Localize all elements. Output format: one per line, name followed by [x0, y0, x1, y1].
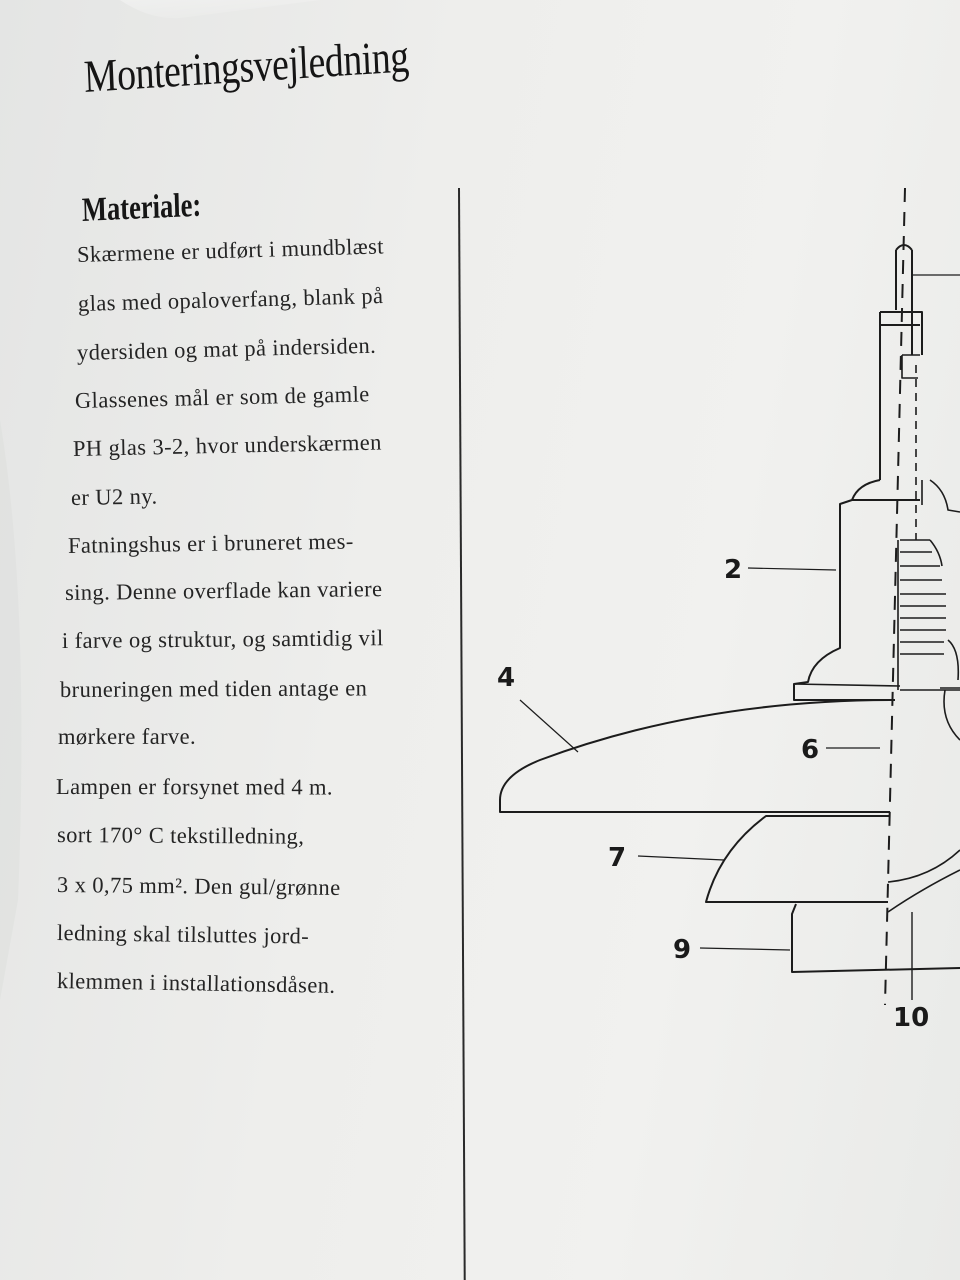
body-line: er U2 ny. [70, 483, 158, 510]
leader-line-9 [700, 948, 790, 950]
top-shade [500, 700, 895, 812]
body-line: klemmen i installationsdåsen. [56, 968, 336, 998]
center-axis-line [885, 188, 905, 1005]
body-line: Skærmene er udført i mundblæst [76, 233, 385, 267]
body-line: ydersiden og mat på indersiden. [76, 332, 377, 365]
page-title: Monteringsvejledning [82, 30, 410, 102]
leader-line-2 [748, 568, 836, 570]
callout-9: 9 [673, 935, 692, 965]
leader-line-4 [520, 700, 578, 752]
collar [840, 480, 920, 648]
body-line: Lampen er forsynet med 4 m. [55, 774, 333, 800]
body-line: ledning skal tilsluttes jord- [56, 920, 310, 949]
body-line: mørkere farve. [57, 723, 197, 749]
body-line: sort 170° C tekstilledning, [56, 822, 305, 849]
body-line: sing. Denne overflade kan variere [64, 576, 383, 605]
socket-housing [794, 504, 895, 700]
body-line: i farve og struktur, og samtidig vil [61, 625, 384, 653]
leader-line-7 [638, 856, 724, 860]
middle-shade [706, 816, 890, 902]
body-line: 3 x 0,75 mm². Den gul/grønne [56, 872, 341, 900]
body-line: bruneringen med tiden antage en [59, 675, 368, 702]
bottom-shade [792, 904, 960, 972]
callout-7: 7 [608, 843, 627, 873]
body-line: Fatningshus er i bruneret mes- [67, 528, 354, 558]
body-line: glas med opaloverfang, blank på [77, 283, 384, 316]
body-line: Glassenes mål er som de gamle [74, 381, 370, 413]
callout-6: 6 [801, 735, 820, 765]
body-line: PH glas 3-2, hvor underskærmen [72, 429, 383, 461]
callout-2: 2 [724, 555, 743, 585]
callout-4: 4 [497, 663, 516, 693]
callout-10: 10 [893, 1003, 930, 1033]
section-heading: Materiale: [81, 186, 202, 229]
